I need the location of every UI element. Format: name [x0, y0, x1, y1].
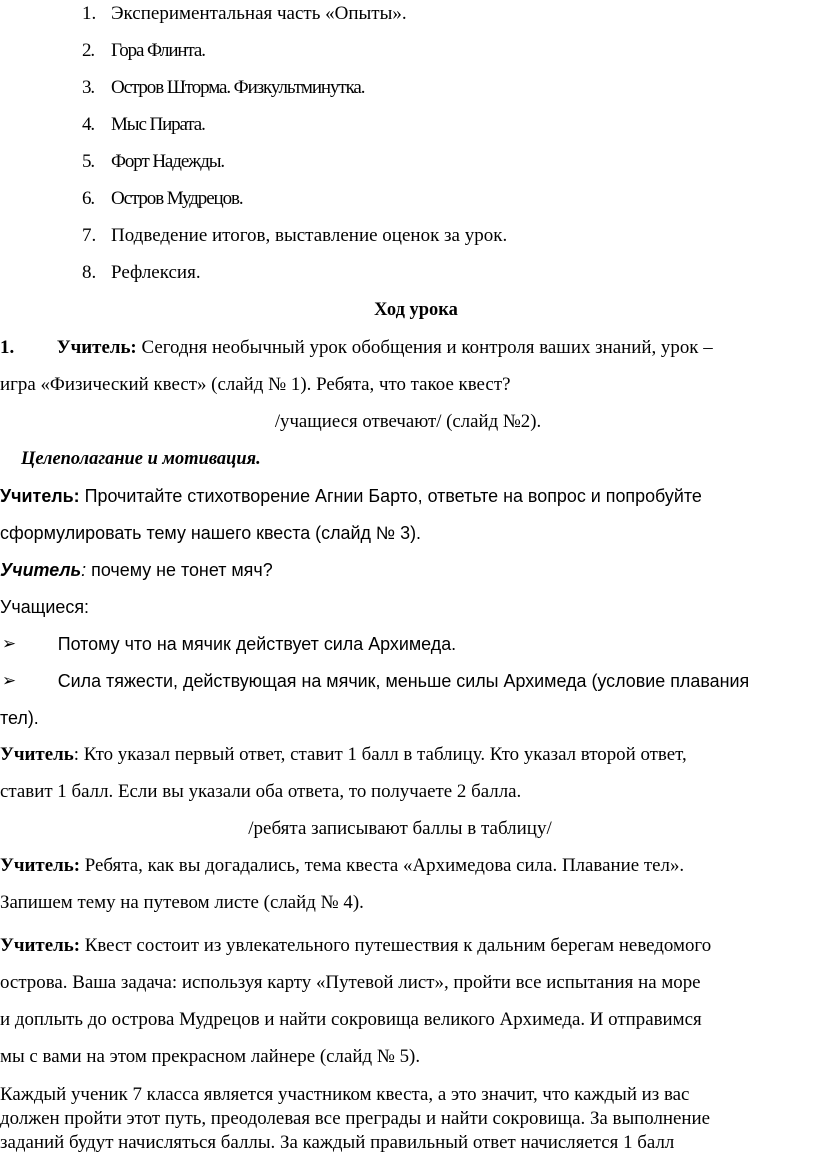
- paragraph-teacher-6: Учитель: Квест состоит из увлекательного путешествия к дальним берегам неведомого: [0, 935, 712, 956]
- paragraph-line: острова. Ваша задача: используя карту «Путевой лист», пройти все испытания на море: [0, 972, 701, 993]
- document-page: 1. Экспериментальная часть «Опыты». 2. Гора Флинта. 3. Остров Шторма. Физкультминутка. 4. Мыс Пирата. 5. Форт Надежды. 6. Остров Мудрецов. 7. Подведение итогов, выставление оценок за урок. 8. Рефлексия. Ход урока 1. Учитель: Сегодня необычный урок обобщения и контроля ваших знаний, урок – игра «Физический квест» (слайд № 1). Ребята, что такое квест? /учащиеся отвечают/ (слайд №2). Целеполагание и мотивация. Учитель: Прочитайте стихотворение Агнии Барто, ответьте на вопрос и попробуйте сформулировать тему нашего квеста (слайд № 3). Учитель: почему не тонет мяч? Учащиеся: ➢ Потому что на мячик действует сила Архимеда. ➢ Сила тяжести, действующая на мячик, меньше силы Архимеда (условие плавания тел). Учитель: Кто указал первый ответ, ставит 1 балл в таблицу. Кто указал второй ответ, ставит 1 балл. Если вы указали оба ответа, то получаете 2 балла. /ребята записывают баллы в таблицу/ Учитель: Ребята, как вы догадались, тема квеста «Архимедова сила. Плавание тел». Запишем тему на путевом листе (слайд № 4). Учитель: Квест состоит из увлекательного путешествия к дальним берегам неведомого острова. Ваша задача: используя карту «Путевой лист», пройти все испытания на море и доплыть до острова Мудрецов и найти сокровища великого Архимеда. И отправимся мы с вами на этом прекрасном лайнере (слайд № 5). Каждый ученик 7 класса является участником квеста, а это значит, что каждый из вас должен пройти этот путь, преодолевая все преграды и найти сокровища. За выполнение заданий будут начисляться баллы. За каждый правильный ответ начисляется 1 балл: [0, 0, 816, 1161]
- paragraph-teacher-4: Учитель: Кто указал первый ответ, ставит 1 балл в таблицу. Кто указал второй ответ,: [0, 744, 687, 765]
- paragraph-line: Каждый ученик 7 класса является участником квеста, а это значит, что каждый из вас: [0, 1084, 690, 1105]
- list-item: 6. Остров Мудрецов.: [82, 188, 243, 209]
- paragraph-line: тел).: [0, 708, 39, 728]
- list-item: 5. Форт Надежды.: [82, 151, 225, 172]
- list-item: 3. Остров Шторма. Физкультминутка.: [82, 77, 365, 98]
- goal-heading: Целеполагание и мотивация.: [21, 448, 261, 469]
- paragraph-line: ставит 1 балл. Если вы указали оба ответа, то получаете 2 балла.: [0, 781, 522, 802]
- paragraph-teacher-3: Учитель: почему не тонет мяч?: [0, 560, 273, 580]
- paragraph-line: сформулировать тему нашего квеста (слайд № 3).: [0, 523, 422, 543]
- paragraph-line: должен пройти этот путь, преодолевая все преграды и найти сокровища. За выполнение: [0, 1108, 711, 1129]
- list-item: 7. Подведение итогов, выставление оценок за урок.: [82, 225, 508, 246]
- section-heading: Ход урока: [374, 299, 458, 320]
- paragraph-line: игра «Физический квест» (слайд № 1). Ребята, что такое квест?: [0, 374, 511, 395]
- note-write-points: /ребята записывают баллы в таблицу/: [248, 818, 552, 839]
- list-item: 4. Мыс Пирата.: [82, 114, 205, 135]
- paragraph-line: мы с вами на этом прекрасном лайнере (слайд № 5).: [0, 1046, 421, 1067]
- paragraph-line: заданий будут начисляться баллы. За каждый правильный ответ начисляется 1 балл: [0, 1132, 675, 1153]
- list-item: 8. Рефлексия.: [82, 262, 201, 283]
- paragraph-line: и доплыть до острова Мудрецов и найти сокровища великого Архимеда. И отправимся: [0, 1009, 702, 1030]
- list-item: 1. Экспериментальная часть «Опыты».: [82, 3, 407, 24]
- students-label: Учащиеся:: [0, 597, 90, 617]
- paragraph-teacher-5: Учитель: Ребята, как вы догадались, тема квеста «Архимедова сила. Плавание тел».: [0, 855, 685, 876]
- arrow-bullet-icon: ➢: [1, 671, 17, 690]
- list-item: 2. Гора Флинта.: [82, 40, 205, 61]
- paragraph-line: Запишем тему на путевом листе (слайд № 4).: [0, 892, 364, 913]
- paragraph-teacher-2: Учитель: Прочитайте стихотворение Агнии Барто, ответьте на вопрос и попробуйте: [0, 486, 702, 506]
- paragraph-teacher-1: 1. Учитель: Сегодня необычный урок обобщения и контроля ваших знаний, урок –: [0, 337, 713, 358]
- arrow-bullet-icon: ➢: [1, 634, 17, 653]
- note-students-answer: /учащиеся отвечают/ (слайд №2).: [274, 411, 542, 432]
